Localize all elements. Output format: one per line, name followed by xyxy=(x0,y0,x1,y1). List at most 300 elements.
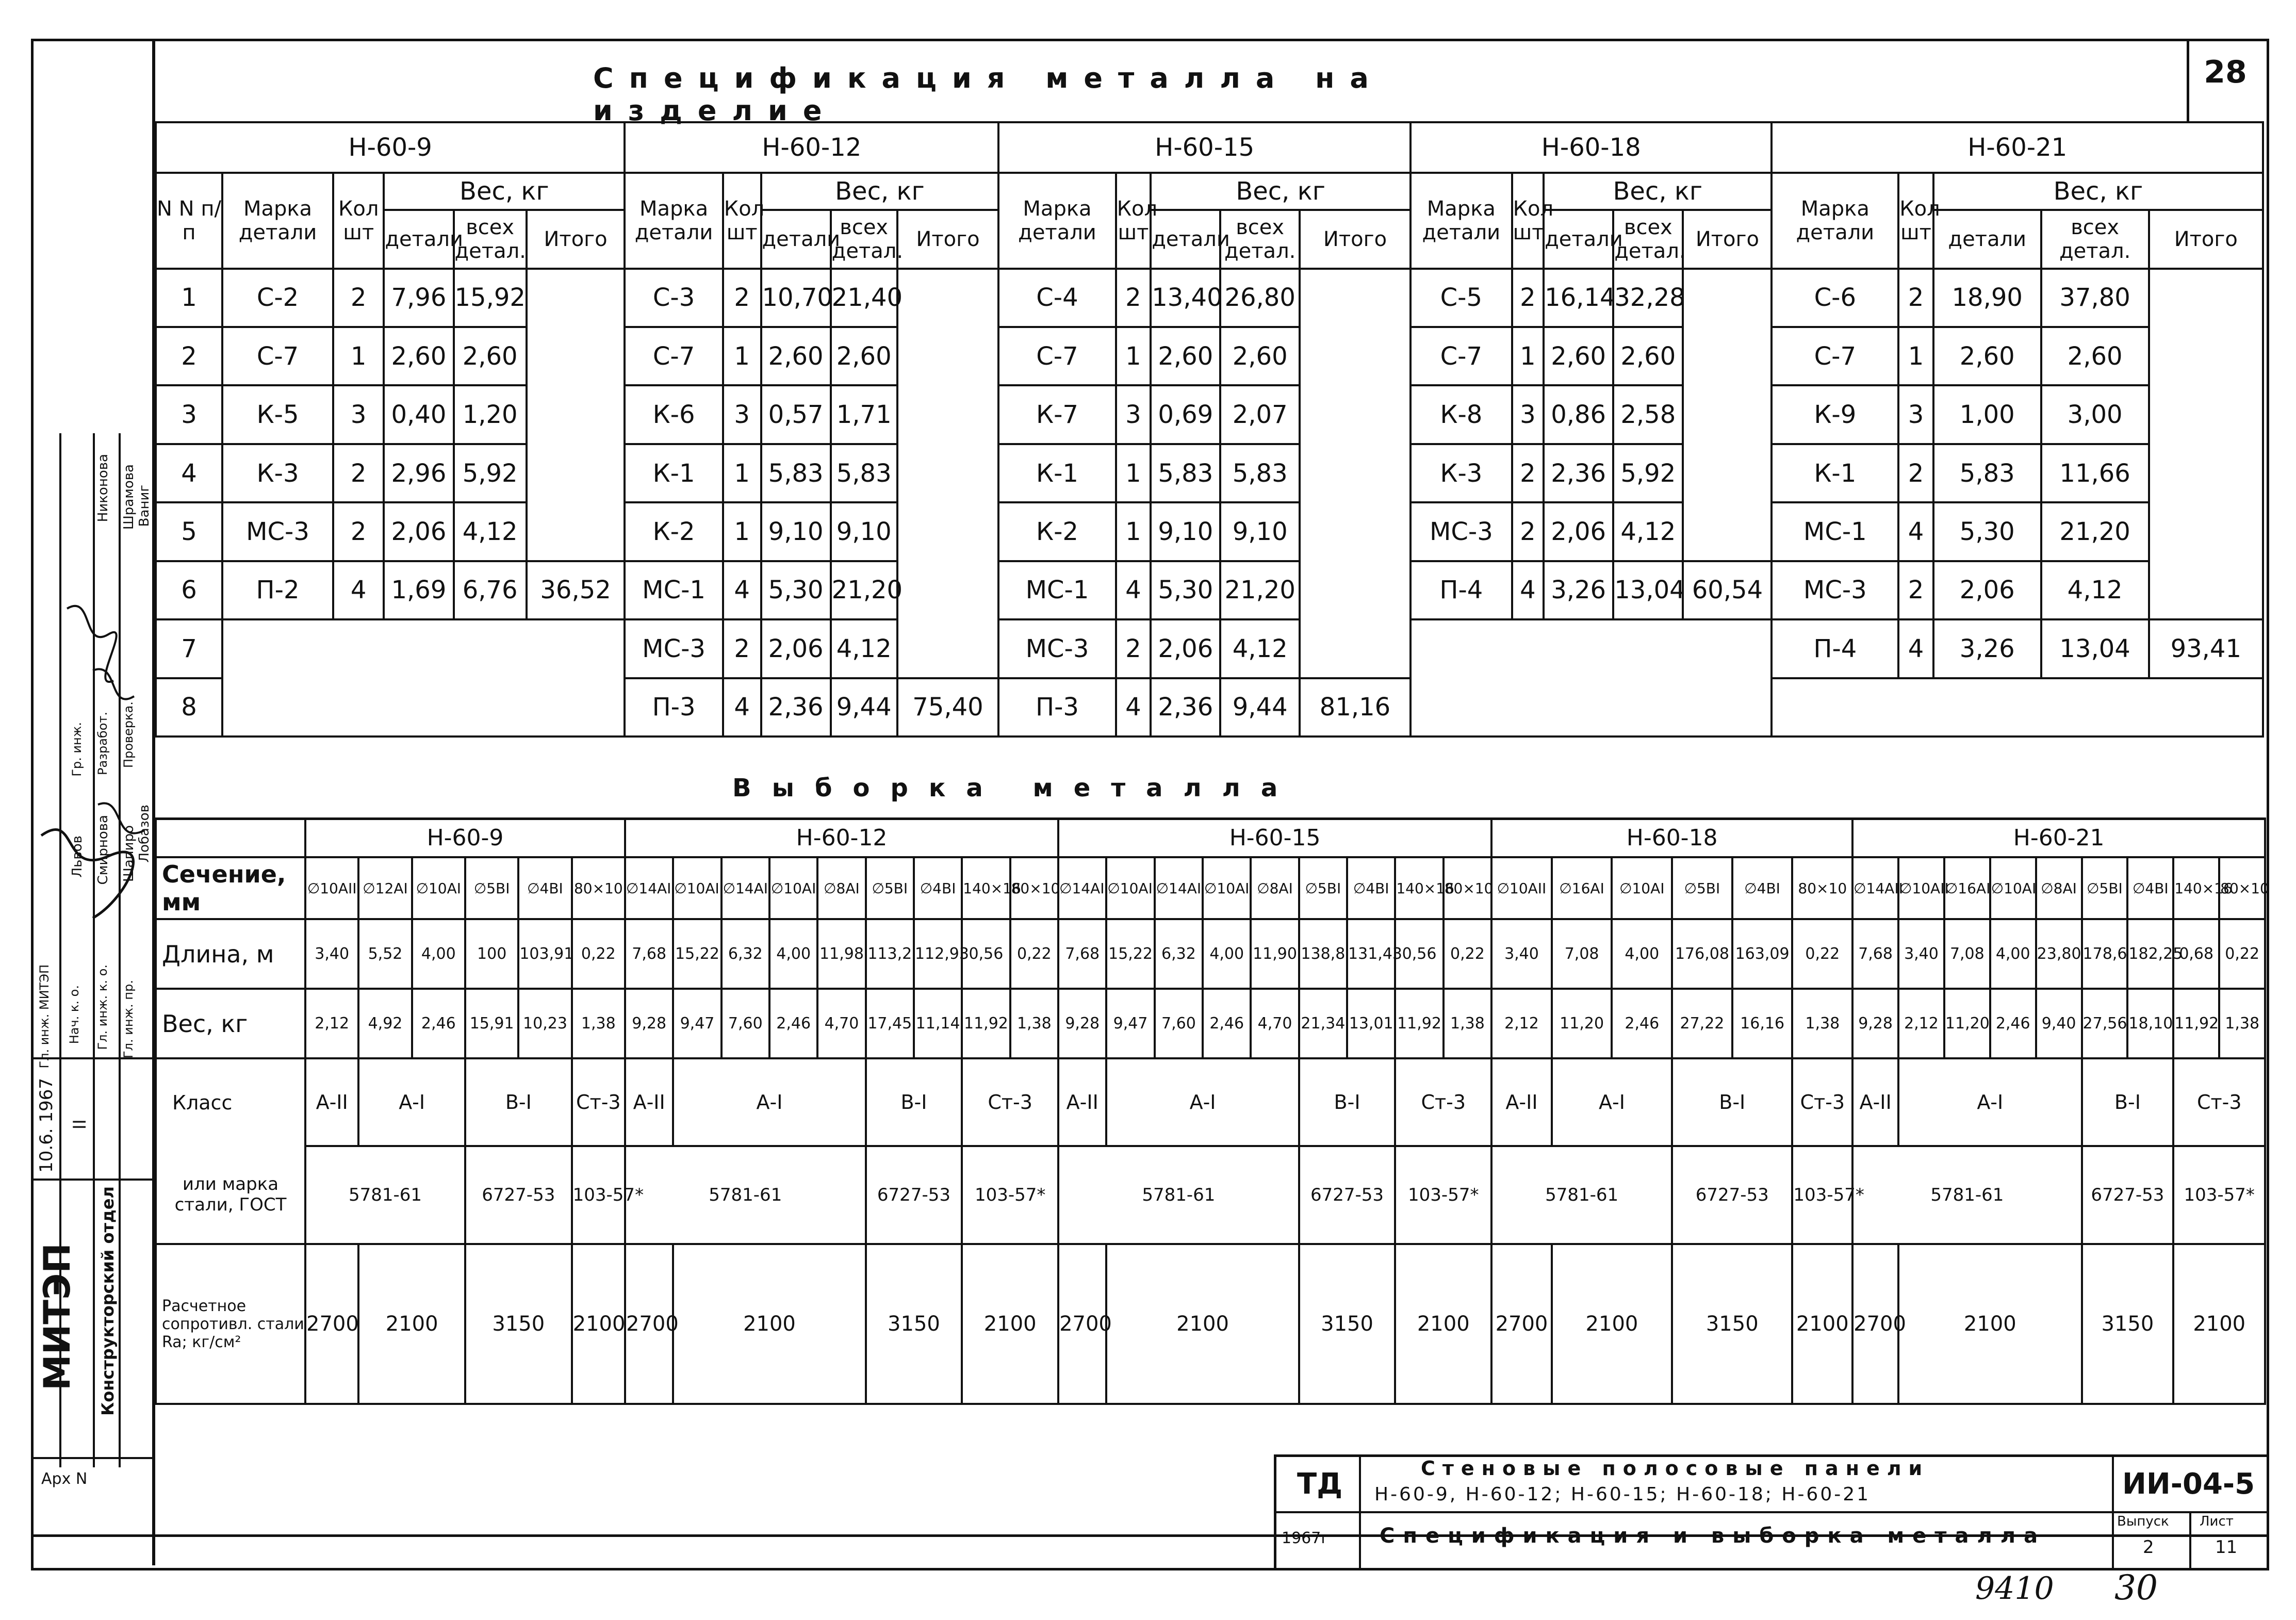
kol-cell: 1 xyxy=(723,502,761,561)
weight-cell: 13,01 xyxy=(1347,989,1395,1058)
section-cell: ∅4ВI xyxy=(2127,857,2173,919)
marka-cell: МС-1 xyxy=(998,561,1116,619)
vseh-cell: 2,58 xyxy=(1613,385,1683,444)
total-cell: 60,54 xyxy=(1683,561,1772,619)
marka-cell: К-9 xyxy=(1772,385,1898,444)
section-cell: ∅12АI xyxy=(358,857,412,919)
section-cell: ∅4ВI xyxy=(518,857,571,919)
marka-cell: К-7 xyxy=(998,385,1116,444)
blank-cell xyxy=(1683,444,1772,502)
panel-header: Н-60-9 xyxy=(305,819,625,857)
table-row xyxy=(156,210,2263,268)
weight-cell: 2,46 xyxy=(1612,989,1672,1058)
detali-cell: 2,06 xyxy=(761,619,831,678)
stamp-name-1: Львов xyxy=(70,836,85,878)
blank-cell xyxy=(2149,269,2263,327)
marka-cell: К-6 xyxy=(625,385,723,444)
weight-cell: 2,46 xyxy=(1203,989,1251,1058)
ves-header: Вес, кг xyxy=(1544,173,1772,210)
section-cell: ∅10АI xyxy=(1203,857,1251,919)
row-number: 1 xyxy=(156,269,222,327)
vseh-cell: 21,40 xyxy=(831,269,897,327)
detali-cell: 0,86 xyxy=(1544,385,1613,444)
weight-cell: 17,45 xyxy=(866,989,914,1058)
gost-cell: 6727-53 xyxy=(465,1146,572,1244)
weight-cell: 9,47 xyxy=(673,989,721,1058)
ra-cell: 2100 xyxy=(673,1244,865,1404)
table-row xyxy=(156,502,2263,561)
marka-cell: К-8 xyxy=(1411,385,1512,444)
blank-cell xyxy=(897,327,999,385)
section-cell: 80×10 xyxy=(2219,857,2265,919)
detali-cell: 2,60 xyxy=(1933,327,2041,385)
section-cell: ∅10АI xyxy=(412,857,465,919)
klass-cell: А-I xyxy=(1898,1058,2082,1146)
kol-cell: 2 xyxy=(1116,269,1151,327)
detali-cell: 0,40 xyxy=(384,385,453,444)
weight-cell: 1,38 xyxy=(1010,989,1058,1058)
length-cell: 5,52 xyxy=(358,919,412,989)
weight-cell: 27,22 xyxy=(1672,989,1732,1058)
klass-label: Класс xyxy=(156,1058,305,1146)
row-number: 7 xyxy=(156,619,222,678)
sheet-label: Лист xyxy=(2200,1514,2234,1529)
klass-cell: А-I xyxy=(1106,1058,1299,1146)
ra-cell: 2100 xyxy=(1395,1244,1491,1404)
klass-cell: А-I xyxy=(673,1058,865,1146)
vseh-cell: 21,20 xyxy=(2041,502,2149,561)
detali-cell: 2,36 xyxy=(761,678,831,737)
vseh-cell: 2,60 xyxy=(1220,327,1300,385)
blank-cell xyxy=(1300,269,1411,327)
klass-cell: Ст-3 xyxy=(2173,1058,2265,1146)
detali-cell: 2,60 xyxy=(1544,327,1613,385)
weight-cell: 21,34 xyxy=(1299,989,1347,1058)
section-cell: 140×16 xyxy=(962,857,1010,919)
length-cell: 0,22 xyxy=(1444,919,1491,989)
length-cell: 0,56 xyxy=(1395,919,1443,989)
table-row xyxy=(156,1058,2265,1146)
detali-cell: 10,70 xyxy=(761,269,831,327)
section-cell: ∅14АII xyxy=(625,857,673,919)
empty-area xyxy=(222,619,625,737)
detali-cell: 1,00 xyxy=(1933,385,2041,444)
kol-cell: 1 xyxy=(1512,327,1544,385)
specification-table xyxy=(155,121,2264,738)
marka-cell: К-2 xyxy=(998,502,1116,561)
length-cell: 103,91 xyxy=(518,919,571,989)
ra-cell: 2100 xyxy=(358,1244,465,1404)
length-cell: 0,22 xyxy=(1010,919,1058,989)
kol-cell: 2 xyxy=(1116,619,1151,678)
section-cell: ∅5ВI xyxy=(866,857,914,919)
marka-cell: С-2 xyxy=(222,269,333,327)
vseh-cell: 4,12 xyxy=(1613,502,1683,561)
vseh-cell: 11,66 xyxy=(2041,444,2149,502)
blank-cell xyxy=(527,269,625,327)
gost-cell: 5781-61 xyxy=(305,1146,465,1244)
table-row xyxy=(156,1146,2265,1244)
length-cell: 6,32 xyxy=(1155,919,1203,989)
vseh-cell: 2,60 xyxy=(454,327,527,385)
detali-cell: 2,06 xyxy=(1544,502,1613,561)
ra-cell: 2100 xyxy=(1898,1244,2082,1404)
issue-label: Выпуск xyxy=(2117,1514,2169,1529)
panel-header: Н-60-18 xyxy=(1411,122,1772,173)
kol-cell: 1 xyxy=(1116,444,1151,502)
marka-cell: МС-1 xyxy=(1772,502,1898,561)
panel-header: Н-60-21 xyxy=(1852,819,2265,857)
kol-cell: 4 xyxy=(1116,561,1151,619)
td-label: ТД xyxy=(1297,1467,1343,1501)
gost-cell: 103-57* xyxy=(572,1146,625,1244)
section-cell: ∅5ВI xyxy=(2082,857,2128,919)
vseh-cell: 5,83 xyxy=(831,444,897,502)
blank-cell xyxy=(2149,385,2263,444)
section-cell: ∅5ВI xyxy=(465,857,518,919)
table-row xyxy=(156,919,2265,989)
length-cell: 178,6 xyxy=(2082,919,2128,989)
vseh-cell: 9,44 xyxy=(831,678,897,737)
gost-cell: 6727-53 xyxy=(1672,1146,1792,1244)
detali-cell: 2,06 xyxy=(1151,619,1220,678)
gost-cell: 103-57* xyxy=(1395,1146,1491,1244)
doc-title-line-1: Стеновые полосовые панели xyxy=(1421,1457,1930,1480)
table-row xyxy=(156,385,2263,444)
table-row xyxy=(156,619,2263,678)
length-cell: 11,90 xyxy=(1251,919,1299,989)
ra-cell: 3150 xyxy=(866,1244,962,1404)
itogo-header: Итого xyxy=(897,210,999,268)
marka-cell: П-2 xyxy=(222,561,333,619)
marka-cell: К-1 xyxy=(1772,444,1898,502)
signatures xyxy=(31,588,155,949)
detali-cell: 16,14 xyxy=(1544,269,1613,327)
vseh-header: всех детал. xyxy=(1613,210,1683,268)
issue-value: 2 xyxy=(2143,1537,2154,1558)
length-cell: 0,22 xyxy=(2219,919,2265,989)
blank-cell xyxy=(2149,327,2263,385)
blank-cell xyxy=(1683,502,1772,561)
section-cell: ∅16АI xyxy=(1944,857,1990,919)
vseh-cell: 21,20 xyxy=(831,561,897,619)
section-cell: ∅10АII xyxy=(673,857,721,919)
vseh-cell: 13,04 xyxy=(1613,561,1683,619)
ra-cell: 2700 xyxy=(1491,1244,1552,1404)
marka-cell: К-2 xyxy=(625,502,723,561)
section-cell: ∅4ВI xyxy=(914,857,962,919)
marka-cell: С-7 xyxy=(1411,327,1512,385)
kol-cell: 3 xyxy=(1898,385,1933,444)
kol-cell: 4 xyxy=(1898,502,1933,561)
detali-cell: 9,10 xyxy=(761,502,831,561)
weight-cell: 4,92 xyxy=(358,989,412,1058)
weight-cell: 1,38 xyxy=(2219,989,2265,1058)
marka-cell: П-4 xyxy=(1411,561,1512,619)
weight-cell: 1,38 xyxy=(1444,989,1491,1058)
blank-cell xyxy=(897,444,999,502)
detali-cell: 18,90 xyxy=(1933,269,2041,327)
klass-cell: А-II xyxy=(1058,1058,1106,1146)
section-cell: 140×16 xyxy=(2173,857,2219,919)
ra-cell: 3150 xyxy=(2082,1244,2174,1404)
section-cell: ∅14АI xyxy=(1155,857,1203,919)
kol-cell: 3 xyxy=(1512,385,1544,444)
length-cell: 7,68 xyxy=(1852,919,1898,989)
kol-cell: 2 xyxy=(333,269,384,327)
marka-cell: С-7 xyxy=(222,327,333,385)
ra-cell: 2100 xyxy=(2173,1244,2265,1404)
total-cell: 36,52 xyxy=(527,561,625,619)
gost-cell: 103-57* xyxy=(1792,1146,1852,1244)
section-cell: ∅4ВI xyxy=(1347,857,1395,919)
kol-cell: 2 xyxy=(333,444,384,502)
vseh-cell: 2,60 xyxy=(1613,327,1683,385)
marka-cell: П-3 xyxy=(625,678,723,737)
detali-cell: 9,10 xyxy=(1151,502,1220,561)
gost-cell: 5781-61 xyxy=(625,1146,866,1244)
length-cell: 15,22 xyxy=(673,919,721,989)
table-row xyxy=(156,327,2263,385)
weight-cell: 7,60 xyxy=(1155,989,1203,1058)
blank-cell xyxy=(156,819,305,857)
stamp-org: МИТЭП xyxy=(36,1243,78,1390)
weight-cell: 9,28 xyxy=(625,989,673,1058)
blank-cell xyxy=(1683,269,1772,327)
weight-cell: 11,92 xyxy=(962,989,1010,1058)
marka-cell: К-1 xyxy=(625,444,723,502)
table-row xyxy=(156,561,2263,619)
total-cell: 75,40 xyxy=(897,678,999,737)
detali-cell: 2,60 xyxy=(384,327,453,385)
ra-cell: 2700 xyxy=(1852,1244,1898,1404)
kol-cell: 3 xyxy=(333,385,384,444)
ra-cell: 2700 xyxy=(625,1244,673,1404)
section-cell: ∅10АI xyxy=(769,857,817,919)
detali-cell: 5,30 xyxy=(761,561,831,619)
marka-cell: МС-3 xyxy=(222,502,333,561)
ra-cell: 3150 xyxy=(465,1244,572,1404)
weight-cell: 11,20 xyxy=(1944,989,1990,1058)
kol-cell: 2 xyxy=(1512,502,1544,561)
blank-cell xyxy=(1300,619,1411,678)
vseh-cell: 2,07 xyxy=(1220,385,1300,444)
weight-cell: 2,46 xyxy=(769,989,817,1058)
gost-cell: 6727-53 xyxy=(1299,1146,1396,1244)
klass-cell: В-I xyxy=(465,1058,572,1146)
ra-cell: 2100 xyxy=(1106,1244,1299,1404)
klass-cell: Ст-3 xyxy=(572,1058,625,1146)
stamp-people-role-1: Гр. инж. xyxy=(70,722,84,777)
detali-header: детали xyxy=(1544,210,1613,268)
vseh-cell: 4,12 xyxy=(2041,561,2149,619)
ra-cell: 2700 xyxy=(1058,1244,1106,1404)
gost-cell: 5781-61 xyxy=(1058,1146,1299,1244)
kol-cell: 1 xyxy=(723,327,761,385)
marka-header: Марка детали xyxy=(222,173,333,269)
length-cell: 6,32 xyxy=(721,919,769,989)
row-number: 4 xyxy=(156,444,222,502)
ves-header: Вес, кг xyxy=(1933,173,2263,210)
stamp-archive: Арх N xyxy=(41,1470,88,1488)
marka-cell: К-3 xyxy=(1411,444,1512,502)
td-year: 1967г xyxy=(1282,1529,1330,1547)
vseh-cell: 2,60 xyxy=(2041,327,2149,385)
ra-cell: 3150 xyxy=(1672,1244,1792,1404)
section-label: Сечение, мм xyxy=(156,857,305,919)
length-cell: 176,08 xyxy=(1672,919,1732,989)
section-cell: ∅14АI xyxy=(721,857,769,919)
weight-cell: 16,16 xyxy=(1732,989,1793,1058)
stamp-name-5: Никонова xyxy=(95,454,111,522)
weight-cell: 4,70 xyxy=(1251,989,1299,1058)
kol-cell: 1 xyxy=(333,327,384,385)
gost-cell: 103-57* xyxy=(2173,1146,2265,1244)
length-cell: 15,22 xyxy=(1106,919,1154,989)
length-cell: 23,80 xyxy=(2036,919,2082,989)
vseh-cell: 1,71 xyxy=(831,385,897,444)
detali-cell: 7,96 xyxy=(384,269,453,327)
stamp-name-4: Лобазов xyxy=(137,805,152,863)
marka-cell: К-1 xyxy=(998,444,1116,502)
section-cell: ∅14АII xyxy=(1058,857,1106,919)
section-cell: ∅16АI xyxy=(1552,857,1612,919)
detali-cell: 13,40 xyxy=(1151,269,1220,327)
kol-header: Кол шт xyxy=(1512,173,1544,269)
gost-cell: 5781-61 xyxy=(1491,1146,1672,1244)
marka-cell: П-4 xyxy=(1772,619,1898,678)
stamp-people-role-2: Разработ. xyxy=(95,712,110,775)
klass-cell: Ст-3 xyxy=(1792,1058,1852,1146)
length-cell: 3,40 xyxy=(305,919,358,989)
ra-cell: 2100 xyxy=(1552,1244,1672,1404)
selection-title: Выборка металла xyxy=(732,774,1299,803)
weight-cell: 9,40 xyxy=(2036,989,2082,1058)
weight-cell: 15,91 xyxy=(465,989,518,1058)
detali-cell: 2,96 xyxy=(384,444,453,502)
kol-cell: 1 xyxy=(1898,327,1933,385)
klass-cell: В-I xyxy=(2082,1058,2174,1146)
length-cell: 4,00 xyxy=(1612,919,1672,989)
stamp-role-4: Гл. инж. пр. xyxy=(121,980,136,1058)
marka-cell: МС-3 xyxy=(998,619,1116,678)
kol-header: Кол шт xyxy=(1116,173,1151,269)
length-cell: 4,00 xyxy=(1990,919,2036,989)
gost-cell: 103-57* xyxy=(962,1146,1058,1244)
blank-cell xyxy=(2149,502,2263,561)
section-cell: ∅8АI xyxy=(817,857,865,919)
length-cell: 182,25 xyxy=(2127,919,2173,989)
blank-cell xyxy=(2149,444,2263,502)
panel-header: Н-60-12 xyxy=(625,819,1058,857)
detali-cell: 1,69 xyxy=(384,561,453,619)
vseh-header: всех детал. xyxy=(1220,210,1300,268)
length-cell: 100 xyxy=(465,919,518,989)
kol-cell: 2 xyxy=(1512,269,1544,327)
table-row xyxy=(156,989,2265,1058)
table-row xyxy=(156,122,2263,173)
stamp-name-2: Смирнова xyxy=(95,815,111,885)
kol-cell: 2 xyxy=(723,269,761,327)
kol-cell: 1 xyxy=(723,444,761,502)
vseh-cell: 9,10 xyxy=(1220,502,1300,561)
blank-cell xyxy=(1300,444,1411,502)
doc-title-line-3: Спецификация и выборка металла xyxy=(1380,1524,2046,1548)
kol-cell: 4 xyxy=(1898,619,1933,678)
marka-cell: С-7 xyxy=(625,327,723,385)
detali-cell: 5,30 xyxy=(1151,561,1220,619)
length-cell: 0,22 xyxy=(572,919,625,989)
length-cell: 4,00 xyxy=(412,919,465,989)
blank-cell xyxy=(527,444,625,502)
detali-cell: 5,30 xyxy=(1933,502,2041,561)
vseh-cell: 32,28 xyxy=(1613,269,1683,327)
section-cell: ∅5ВI xyxy=(1299,857,1347,919)
kol-header: Кол шт xyxy=(333,173,384,269)
kol-cell: 4 xyxy=(1116,678,1151,737)
kol-cell: 1 xyxy=(1116,327,1151,385)
section-cell: 80×10 xyxy=(1444,857,1491,919)
length-cell: 11,98 xyxy=(817,919,865,989)
table-row xyxy=(156,857,2265,919)
section-cell: ∅4ВI xyxy=(1732,857,1793,919)
stamp-role-1: Гл. инж. МИТЭП xyxy=(37,964,52,1069)
weight-cell: 27,56 xyxy=(2082,989,2128,1058)
vseh-cell: 4,12 xyxy=(831,619,897,678)
weight-cell: 1,38 xyxy=(1792,989,1852,1058)
section-cell: ∅10АII xyxy=(1898,857,1944,919)
section-cell: 80×10 xyxy=(572,857,625,919)
section-cell: ∅10АI xyxy=(1990,857,2036,919)
marka-cell: П-3 xyxy=(998,678,1116,737)
row-number: 5 xyxy=(156,502,222,561)
marka-cell: С-5 xyxy=(1411,269,1512,327)
section-cell: 80×10 xyxy=(1792,857,1852,919)
weight-cell: 2,12 xyxy=(1491,989,1552,1058)
section-cell: ∅8АI xyxy=(2036,857,2082,919)
length-cell: 0,68 xyxy=(2173,919,2219,989)
detali-cell: 2,36 xyxy=(1151,678,1220,737)
marka-cell: С-6 xyxy=(1772,269,1898,327)
blank-cell xyxy=(897,269,999,327)
title-block xyxy=(1274,1454,2269,1568)
weight-cell: 9,28 xyxy=(1058,989,1106,1058)
handwritten-number-2: 30 xyxy=(2114,1568,2158,1608)
stamp-role-3: Гл. инж. к. о. xyxy=(95,964,110,1050)
vseh-cell: 6,76 xyxy=(454,561,527,619)
blank-cell xyxy=(897,561,999,619)
nn-header: N N п/п xyxy=(156,173,222,269)
sheet-number: 28 xyxy=(2204,54,2247,90)
section-cell: 80×10 xyxy=(1010,857,1058,919)
weight-cell: 2,12 xyxy=(305,989,358,1058)
vseh-cell: 21,20 xyxy=(1220,561,1300,619)
vseh-cell: 37,80 xyxy=(2041,269,2149,327)
detali-cell: 2,06 xyxy=(384,502,453,561)
section-cell: ∅8АI xyxy=(1251,857,1299,919)
klass-cell: В-I xyxy=(1672,1058,1792,1146)
row-number: 2 xyxy=(156,327,222,385)
row-number: 6 xyxy=(156,561,222,619)
vseh-header: всех детал. xyxy=(2041,210,2149,268)
table-row xyxy=(156,1244,2265,1404)
blank-cell xyxy=(2149,561,2263,619)
table-row xyxy=(156,444,2263,502)
vseh-cell: 4,12 xyxy=(1220,619,1300,678)
detali-cell: 5,83 xyxy=(761,444,831,502)
stamp-name-7: Ваниг xyxy=(137,485,152,527)
panel-header: Н-60-15 xyxy=(998,122,1411,173)
